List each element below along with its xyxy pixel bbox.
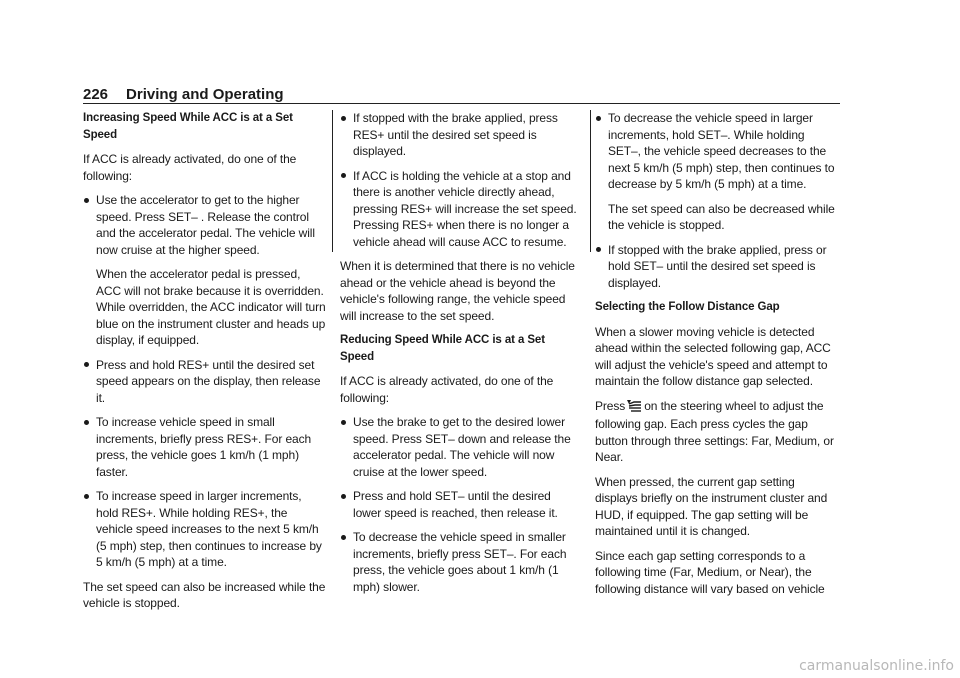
- paragraph: If ACC is already activated, do one of the following:: [83, 152, 297, 183]
- list-item-text: To increase vehicle speed in small increments, briefly press RES+. For each press, the vehicle goes 1 km/h (1 mph) faster.: [96, 415, 312, 479]
- list-item-note: When the accelerator pedal is pressed, ACC will not brake because it is overridden. While overridden, the ACC indicator will turn blue on the instrument cluster and heads up display, if equipped.: [96, 267, 326, 347]
- watermark: carmanualsonline.info: [799, 658, 954, 674]
- list-item: [83, 357, 327, 407]
- list-item: [340, 529, 580, 595]
- list-item: [595, 110, 840, 234]
- header-rule: [83, 103, 840, 104]
- list-item-note: The set speed can also be decreased while the vehicle is stopped.: [608, 201, 835, 232]
- list-item: [83, 192, 327, 349]
- list-item-text: Use the accelerator to get to the higher speed. Press SET– . Release the control and the accelerator pedal. The vehicle will now cruise at the higher speed.: [96, 193, 315, 257]
- bullet-list: [595, 110, 840, 291]
- paragraph: When it is determined that there is no vehicle ahead or the vehicle ahead is beyond the vehicle's following range, the vehicle speed will increase to the set speed.: [340, 259, 575, 323]
- list-item-text: To decrease the vehicle speed in larger increments, hold SET–. While holding SET–, the vehicle speed decreases to the next 5 km/h (5 mph) step, then continues to decrease by 5 km/h (5 mph) at a time.: [608, 111, 835, 191]
- bullet-icon: [84, 198, 89, 203]
- list-item-text: To increase speed in larger increments, hold RES+. While holding RES+, the vehicle speed increases to the next 5 km/h (5 mph) step, then continues to increase by 5 km/h (5 mph) at a time.: [96, 489, 322, 569]
- paragraph: The set speed can also be increased while the vehicle is stopped.: [83, 579, 326, 610]
- bullet-icon: [341, 173, 346, 178]
- bullet-list: [340, 414, 580, 595]
- list-item: [595, 242, 840, 292]
- page-number: 226: [83, 86, 109, 103]
- column-3: [595, 110, 840, 605]
- column-1: [83, 110, 327, 620]
- bullet-icon: [341, 116, 346, 121]
- list-item: [340, 488, 580, 521]
- bullet-icon: [84, 494, 89, 499]
- paragraph: When pressed, the current gap setting displays briefly on the instrument cluster and HUD, if equipped. The gap setting will be maintained until it is changed.: [595, 474, 828, 538]
- bullet-icon: [84, 362, 89, 367]
- subheading: Selecting the Follow Distance Gap: [595, 301, 780, 313]
- list-item: [83, 488, 327, 571]
- section-title: Driving and Operating: [126, 86, 284, 103]
- page-header: [83, 83, 840, 103]
- subheading: Increasing Speed While ACC is at a Set Speed: [83, 112, 293, 141]
- bullet-icon: [341, 494, 346, 499]
- follow-gap-icon: [626, 399, 642, 417]
- bullet-list: [83, 192, 327, 571]
- paragraph: [595, 398, 840, 466]
- list-item-text: Press and hold RES+ until the desired set speed appears on the display, then release it.: [96, 357, 321, 405]
- bullet-icon: [84, 420, 89, 425]
- bullet-list: [340, 110, 580, 250]
- text-fragment: Press: [595, 398, 626, 413]
- list-item-text: If stopped with the brake applied, press RES+ until the desired set speed is displayed.: [353, 111, 558, 158]
- list-item-text: Use the brake to get to the desired lower speed. Press SET– down and release the accelerator pedal. The vehicle will now cruise at the lower speed.: [353, 415, 571, 479]
- list-item-text: If stopped with the brake applied, press or hold SET– until the desired set speed is displayed.: [608, 242, 827, 290]
- paragraph: Since each gap setting corresponds to a following time (Far, Medium, or Near), the following distance will vary based on vehicle: [595, 548, 825, 596]
- text-fragment: on the steering wheel to adjust the following gap. Each press cycles the gap button through three settings: Far, Medium, or Near.: [595, 398, 834, 464]
- bullet-icon: [596, 247, 601, 252]
- list-item-text: If ACC is holding the vehicle at a stop and there is another vehicle directly ahead, pressing RES+ will increase the set speed. Pressing RES+ when there is no longer a vehicle ahead will cause ACC to resume.: [353, 168, 577, 249]
- bullet-icon: [596, 116, 601, 121]
- list-item-text: To decrease the vehicle speed in smaller increments, briefly press SET–. For each press, the vehicle goes about 1 km/h (1 mph) slower.: [353, 530, 567, 594]
- column-2: [340, 110, 580, 603]
- column-divider: [332, 110, 333, 252]
- list-item: [340, 110, 580, 160]
- paragraph: When a slower moving vehicle is detected ahead within the selected following gap, ACC will adjust the vehicle's speed and attempt to maintain the follow distance gap selected.: [595, 324, 831, 388]
- subheading: Reducing Speed While ACC is at a Set Speed: [340, 334, 545, 363]
- list-item: [340, 414, 580, 480]
- list-item: [83, 414, 327, 480]
- list-item-text: Press and hold SET– until the desired lower speed is reached, then release it.: [353, 489, 558, 520]
- paragraph: If ACC is already activated, do one of the following:: [340, 374, 554, 405]
- column-divider: [590, 110, 591, 252]
- bullet-icon: [341, 535, 346, 540]
- list-item: [340, 168, 580, 251]
- bullet-icon: [341, 420, 346, 425]
